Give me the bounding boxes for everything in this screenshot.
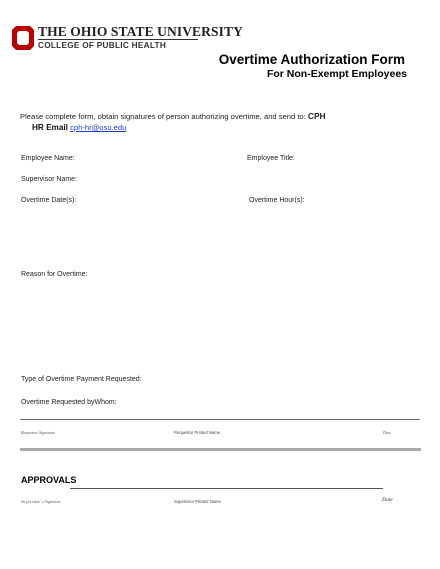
reason-label: Reason for Overtime: — [21, 271, 88, 278]
requestor-printed-name-label: Requestor Printed Name — [174, 430, 221, 435]
osu-block-o-logo — [12, 26, 34, 50]
supervisor-name-label: Supervisor Name: — [21, 176, 78, 183]
college-name: COLLEGE OF PUBLIC HEALTH — [38, 41, 167, 50]
section-divider — [20, 448, 421, 451]
instructions-text — [20, 111, 326, 121]
instructions-body: Please complete form, obtain signatures of person authorizing overtime, and send to: — [20, 112, 306, 121]
instructions-dept: CPH — [307, 111, 326, 121]
approvals-heading: APPROVALS — [21, 475, 77, 485]
supervisor-date-label: Date — [382, 497, 393, 503]
requestor-date-label: Date — [383, 430, 392, 435]
supervisor-signature-label: Su pervisor' s Signature — [21, 499, 61, 504]
employee-name-label: Employee Name: — [21, 155, 75, 162]
requestor-signature-label: Requestor Signature — [21, 430, 56, 435]
requested-by-label: Overtime Requested byWhom: — [21, 399, 117, 406]
form-title: Overtime Authorization Form — [218, 52, 405, 67]
hr-email-label: HR Email — [32, 123, 68, 132]
header-divider — [38, 39, 198, 40]
supervisor-printed-name-label: Supervisor Printed Name — [174, 499, 221, 504]
hr-email-line — [32, 123, 126, 132]
supervisor-signature-line — [70, 488, 383, 489]
requestor-signature-line — [20, 419, 420, 420]
overtime-hours-label: Overtime Hour(s): — [249, 197, 305, 204]
overtime-dates-label: Overtime Date(s): — [21, 197, 77, 204]
payment-type-label: Type of Overtime Payment Requested: — [21, 376, 142, 383]
form-subtitle: For Non-Exempt Employees — [266, 68, 407, 80]
employee-title-label: Employee Title: — [247, 155, 295, 162]
university-name: THE OHIO STATE UNIVERSITY — [38, 24, 243, 39]
hr-email-link[interactable]: cph-hr@osu.edu — [70, 123, 127, 132]
